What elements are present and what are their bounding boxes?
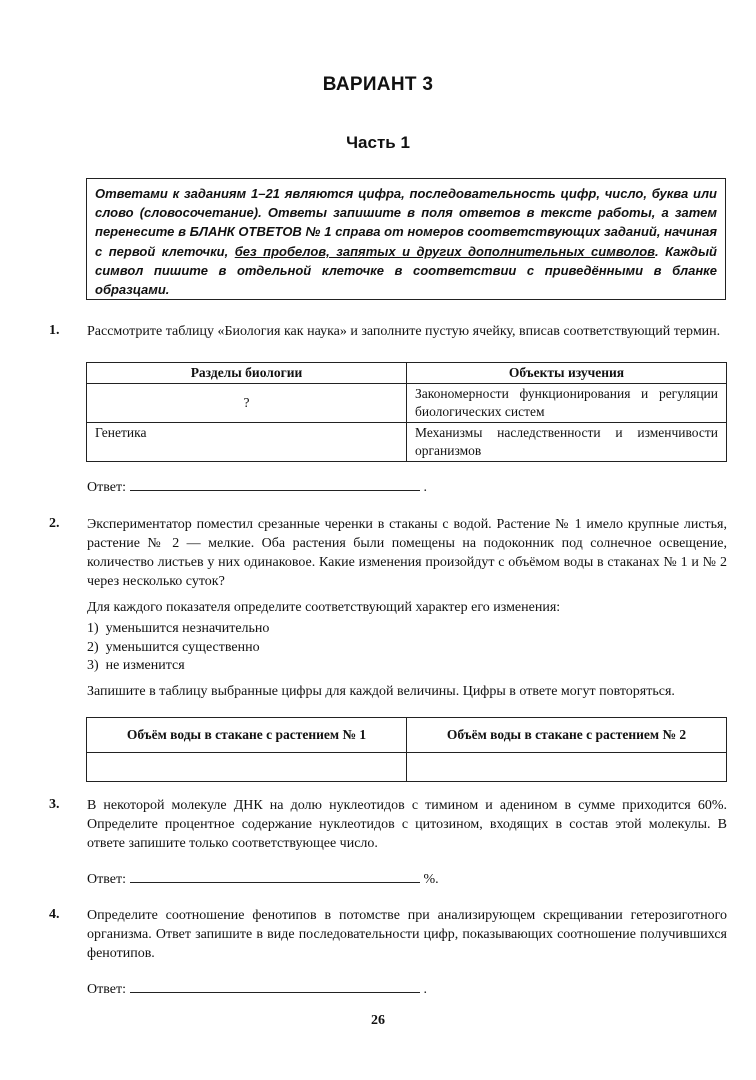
task-2-instruction: Запишите в таблицу выбранные цифры для каждой величины. Цифры в ответе могут повторяться. bbox=[87, 684, 675, 699]
part-title: Часть 1 bbox=[346, 133, 410, 152]
answer-cell-2[interactable] bbox=[407, 753, 727, 782]
instructions-text: Ответами к заданиям 1–21 являются цифра, последовательность цифр, число, буква или слово (словосочетание). Ответы запишите в поля ответов в тексте работы, а затем перенесите в БЛАНК ОТВЕТОВ № 1 справа от номеров соответствующих заданий, начиная с первой клеточки, bbox=[95, 186, 717, 259]
list-item: 1) уменьшится незначительно bbox=[87, 621, 270, 636]
answer-field[interactable] bbox=[130, 478, 420, 491]
task-1-answer bbox=[87, 478, 427, 496]
table-row bbox=[87, 423, 727, 462]
task-3-text: В некоторой молекуле ДНК на долю нуклеотидов с тимином и аденином в сумме приходится 60%. Определите процентное содержание нуклеотидов с цитозином, входящих в состав этой молекулы. В ответе запишите только соответствующее число. bbox=[87, 798, 727, 851]
task-2-number: 2. bbox=[49, 516, 60, 531]
table-cell: Закономерности функционирования и регуляции биологических систем bbox=[407, 384, 727, 423]
list-item: 2) уменьшится существенно bbox=[87, 639, 260, 655]
table-header: Разделы биологии bbox=[87, 363, 407, 384]
answer-cell-1[interactable] bbox=[87, 753, 407, 782]
task-1-table bbox=[86, 362, 727, 462]
instructions-box bbox=[86, 178, 726, 300]
task-3-number: 3. bbox=[49, 797, 60, 812]
task-2-table bbox=[86, 717, 727, 782]
answer-label: Ответ: bbox=[87, 872, 126, 887]
task-4-text: Определите соотношение фенотипов в потомстве при анализирующем скрещивании гетерозиготного организма. Ответ запишите в виде последовательности цифр, показывающих соотношение получившихся фенотипов. bbox=[87, 908, 727, 961]
answer-suffix: . bbox=[423, 480, 427, 495]
page-number: 26 bbox=[371, 1013, 385, 1028]
table-cell-unknown: ? bbox=[87, 384, 407, 423]
task-2-prompt: Для каждого показателя определите соответствующий характер его изменения: bbox=[87, 600, 561, 615]
table-header: Объём воды в стакане с растением № 2 bbox=[407, 718, 727, 753]
answer-suffix: %. bbox=[423, 872, 439, 887]
task-4-number: 4. bbox=[49, 907, 60, 922]
task-4-answer bbox=[87, 980, 427, 998]
answer-suffix: . bbox=[423, 982, 427, 997]
variant-title: ВАРИАНТ 3 bbox=[322, 74, 434, 95]
table-cell: Генетика bbox=[87, 423, 407, 462]
task-2-text: Экспериментатор поместил срезанные черенки в стаканы с водой. Растение № 1 имело крупные листья, растение № 2 — мелкие. Оба растения были помещены на подоконник под солнечное освещение, количество листьев у них одинаковое. Какие изменения произойдут с объёмом воды в стаканах № 1 и № 2 через несколько суток? bbox=[87, 517, 727, 589]
answer-label: Ответ: bbox=[87, 982, 126, 997]
table-header: Объекты изучения bbox=[407, 363, 727, 384]
instructions-underlined: без пробелов, запятых и других дополнительных символов bbox=[234, 243, 655, 259]
task-2-options bbox=[87, 620, 269, 676]
answer-field[interactable] bbox=[130, 870, 420, 883]
task-1-number: 1. bbox=[49, 323, 60, 338]
table-cell: Механизмы наследственности и изменчивости организмов bbox=[407, 423, 727, 462]
table-header: Объём воды в стакане с растением № 1 bbox=[87, 718, 407, 753]
instructions-text-end: . Каждый символ пишите в отдельной клеточке в соответствии с приведёнными в бланке образцами. bbox=[95, 243, 717, 298]
answer-field[interactable] bbox=[130, 980, 420, 993]
table-row bbox=[87, 384, 727, 423]
answer-label: Ответ: bbox=[87, 480, 126, 495]
list-item: 3) не изменится bbox=[87, 658, 185, 673]
task-3-answer bbox=[87, 870, 439, 888]
task-1-text: Рассмотрите таблицу «Биология как наука» и заполните пустую ячейку, вписав соответствующий термин. bbox=[87, 324, 721, 339]
